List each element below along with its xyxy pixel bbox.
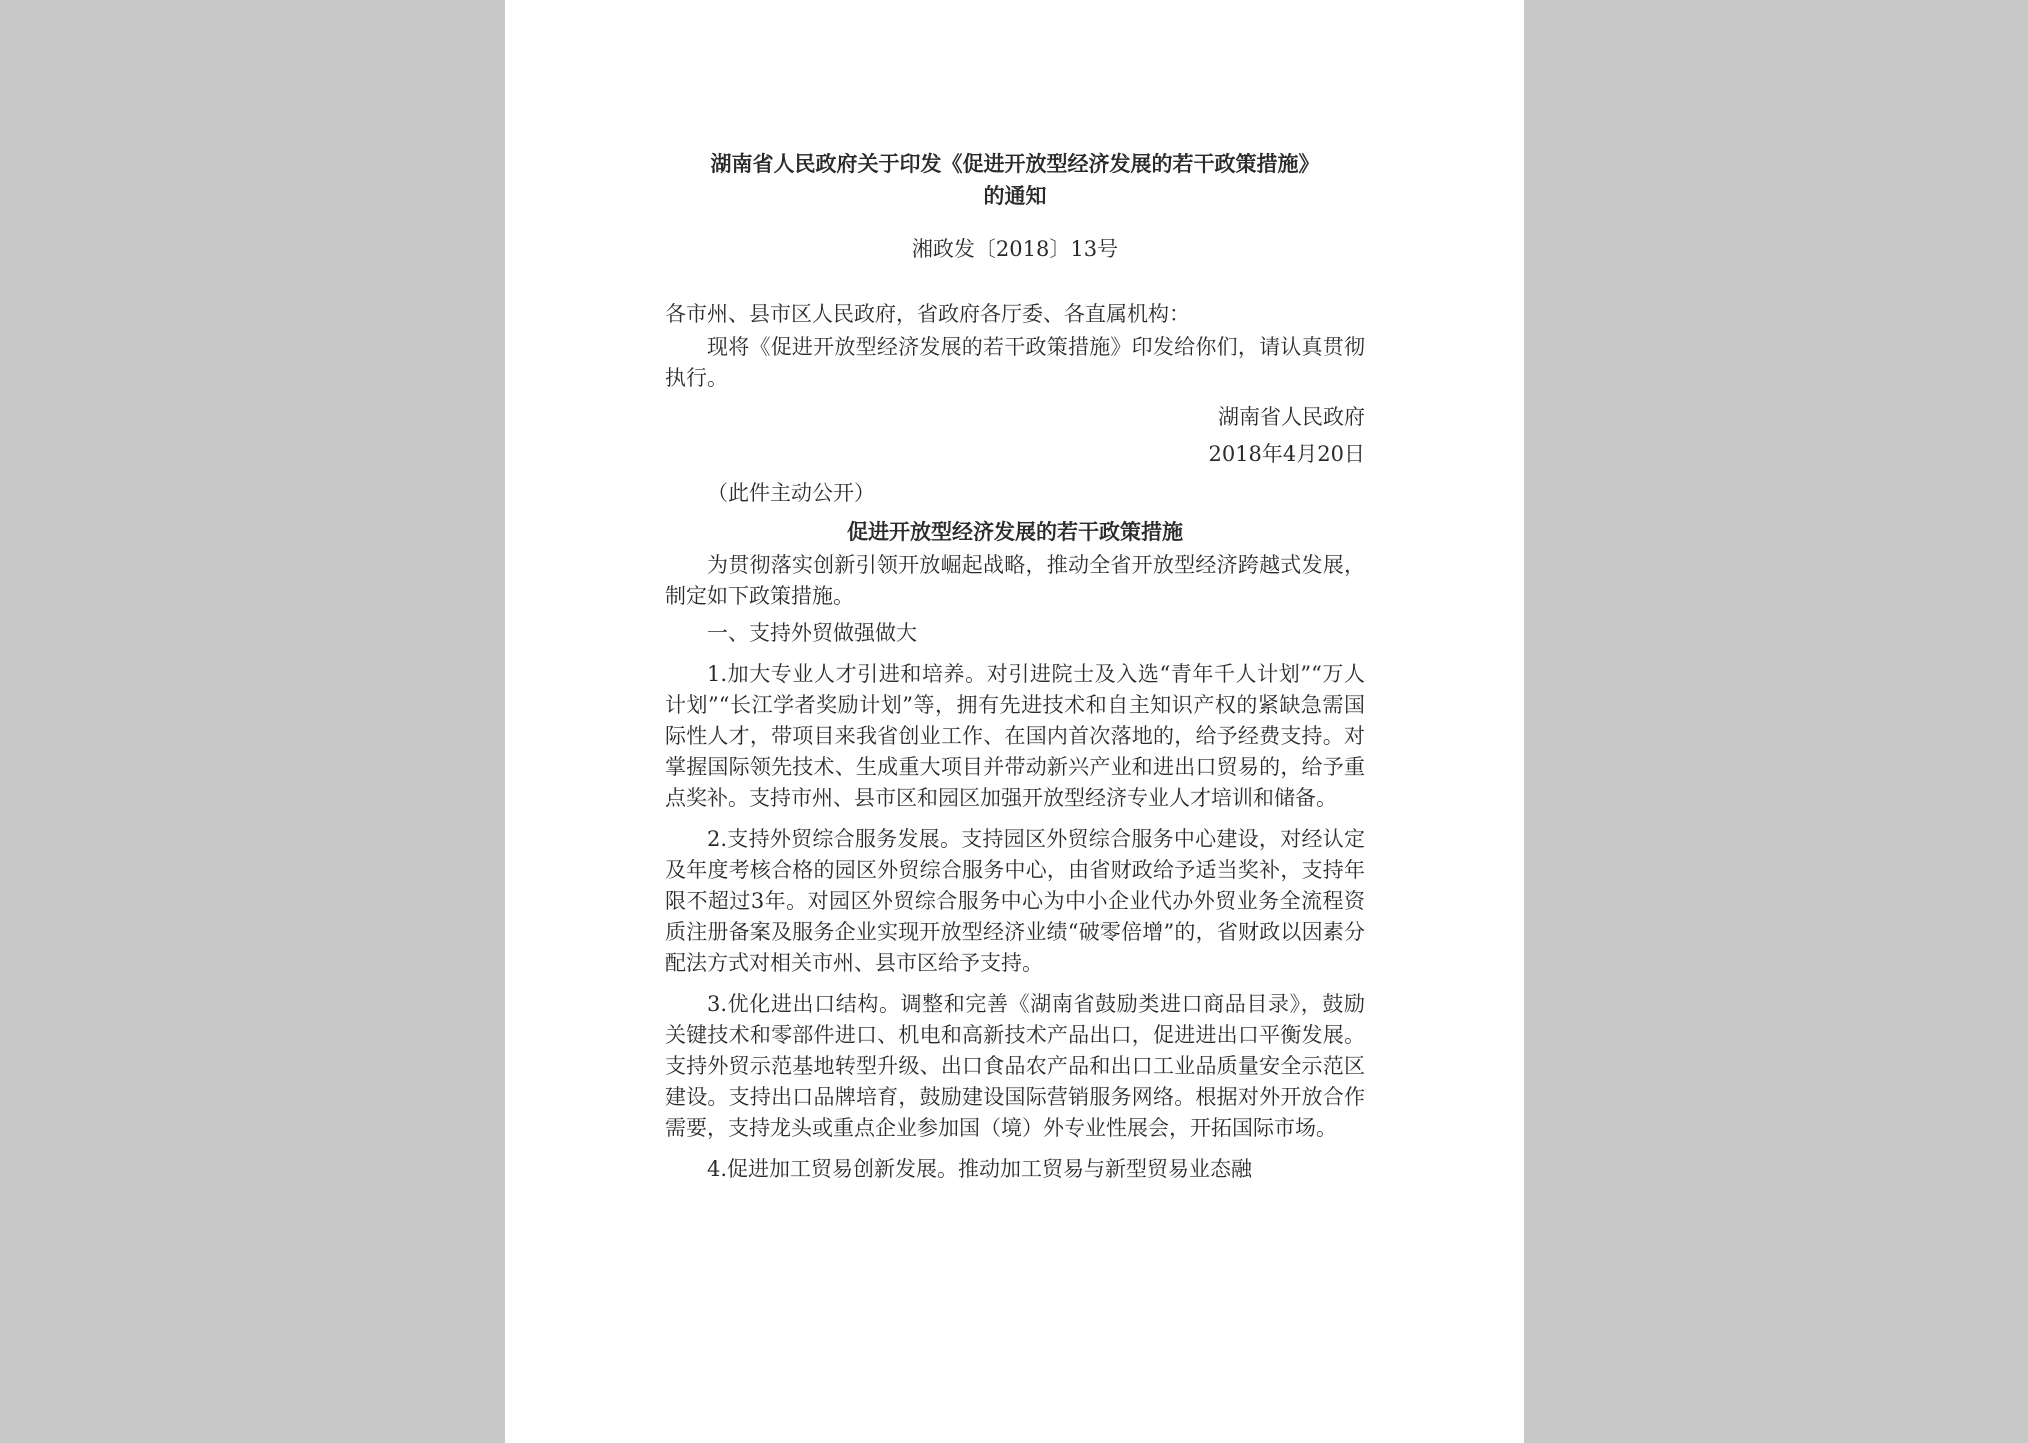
title-line-2: 的通知 — [983, 184, 1047, 208]
measure-item-2: 2.支持外贸综合服务发展。支持园区外贸综合服务中心建设，对经认定及年度考核合格的园区外贸综合服务中心，由省财政给予适当奖补，支持年限不超过3年。对园区外贸综合服务中心为中小企业代办外贸业务全流程资质注册备案及服务企业实现开放型经济业绩“破零倍增”的，省财政以因素分配法方式对相关市州、县市区给予支持。 — [665, 827, 1365, 975]
public-note: （此件主动公开） — [707, 481, 875, 505]
measure-item-4: 4.促进加工贸易创新发展。推动加工贸易与新型贸易业态融 — [707, 1157, 1253, 1181]
measure-item-3: 3.优化进出口结构。调整和完善《湖南省鼓励类进口商品目录》，鼓励关键技术和零部件进口、机电和高新技术产品出口，促进进出口平衡发展。支持外贸示范基地转型升级、出口食品农产品和出口工业品质量安全示范区建设。支持出口品牌培育，鼓励建设国际营销服务网络。根据对外开放合作需要，支持龙头或重点企业参加国（境）外专业性展会，开拓国际市场。 — [665, 992, 1365, 1140]
intro-paragraph: 现将《促进开放型经济发展的若干政策措施》印发给你们，请认真贯彻执行。 — [665, 335, 1365, 390]
measures-title: 促进开放型经济发展的若干政策措施 — [847, 520, 1183, 544]
title-line-1: 湖南省人民政府关于印发《促进开放型经济发展的若干政策措施》 — [710, 152, 1320, 176]
document-title — [665, 148, 1365, 212]
addressee: 各市州、县市区人民政府，省政府各厅委、各直属机构： — [665, 302, 1190, 326]
section-heading-1: 一、支持外贸做强做大 — [707, 621, 917, 645]
document-number: 湘政发〔2018〕13号 — [911, 237, 1119, 261]
issue-date: 2018年4月20日 — [1208, 442, 1365, 466]
issuer-signature: 湖南省人民政府 — [1218, 405, 1365, 429]
document-page — [505, 0, 1524, 1443]
page-content — [665, 148, 1365, 1185]
preamble-paragraph: 为贯彻落实创新引领开放崛起战略，推动全省开放型经济跨越式发展，制定如下政策措施。 — [665, 553, 1365, 608]
measure-item-1: 1.加大专业人才引进和培养。对引进院士及入选“青年千人计划”“万人计划”“长江学者奖励计划”等，拥有先进技术和自主知识产权的紧缺急需国际性人才，带项目来我省创业工作、在国内首次落地的，给予经费支持。对掌握国际领先技术、生成重大项目并带动新兴产业和进出口贸易的，给予重点奖补。支持市州、县市区和园区加强开放型经济专业人才培训和储备。 — [665, 662, 1365, 810]
